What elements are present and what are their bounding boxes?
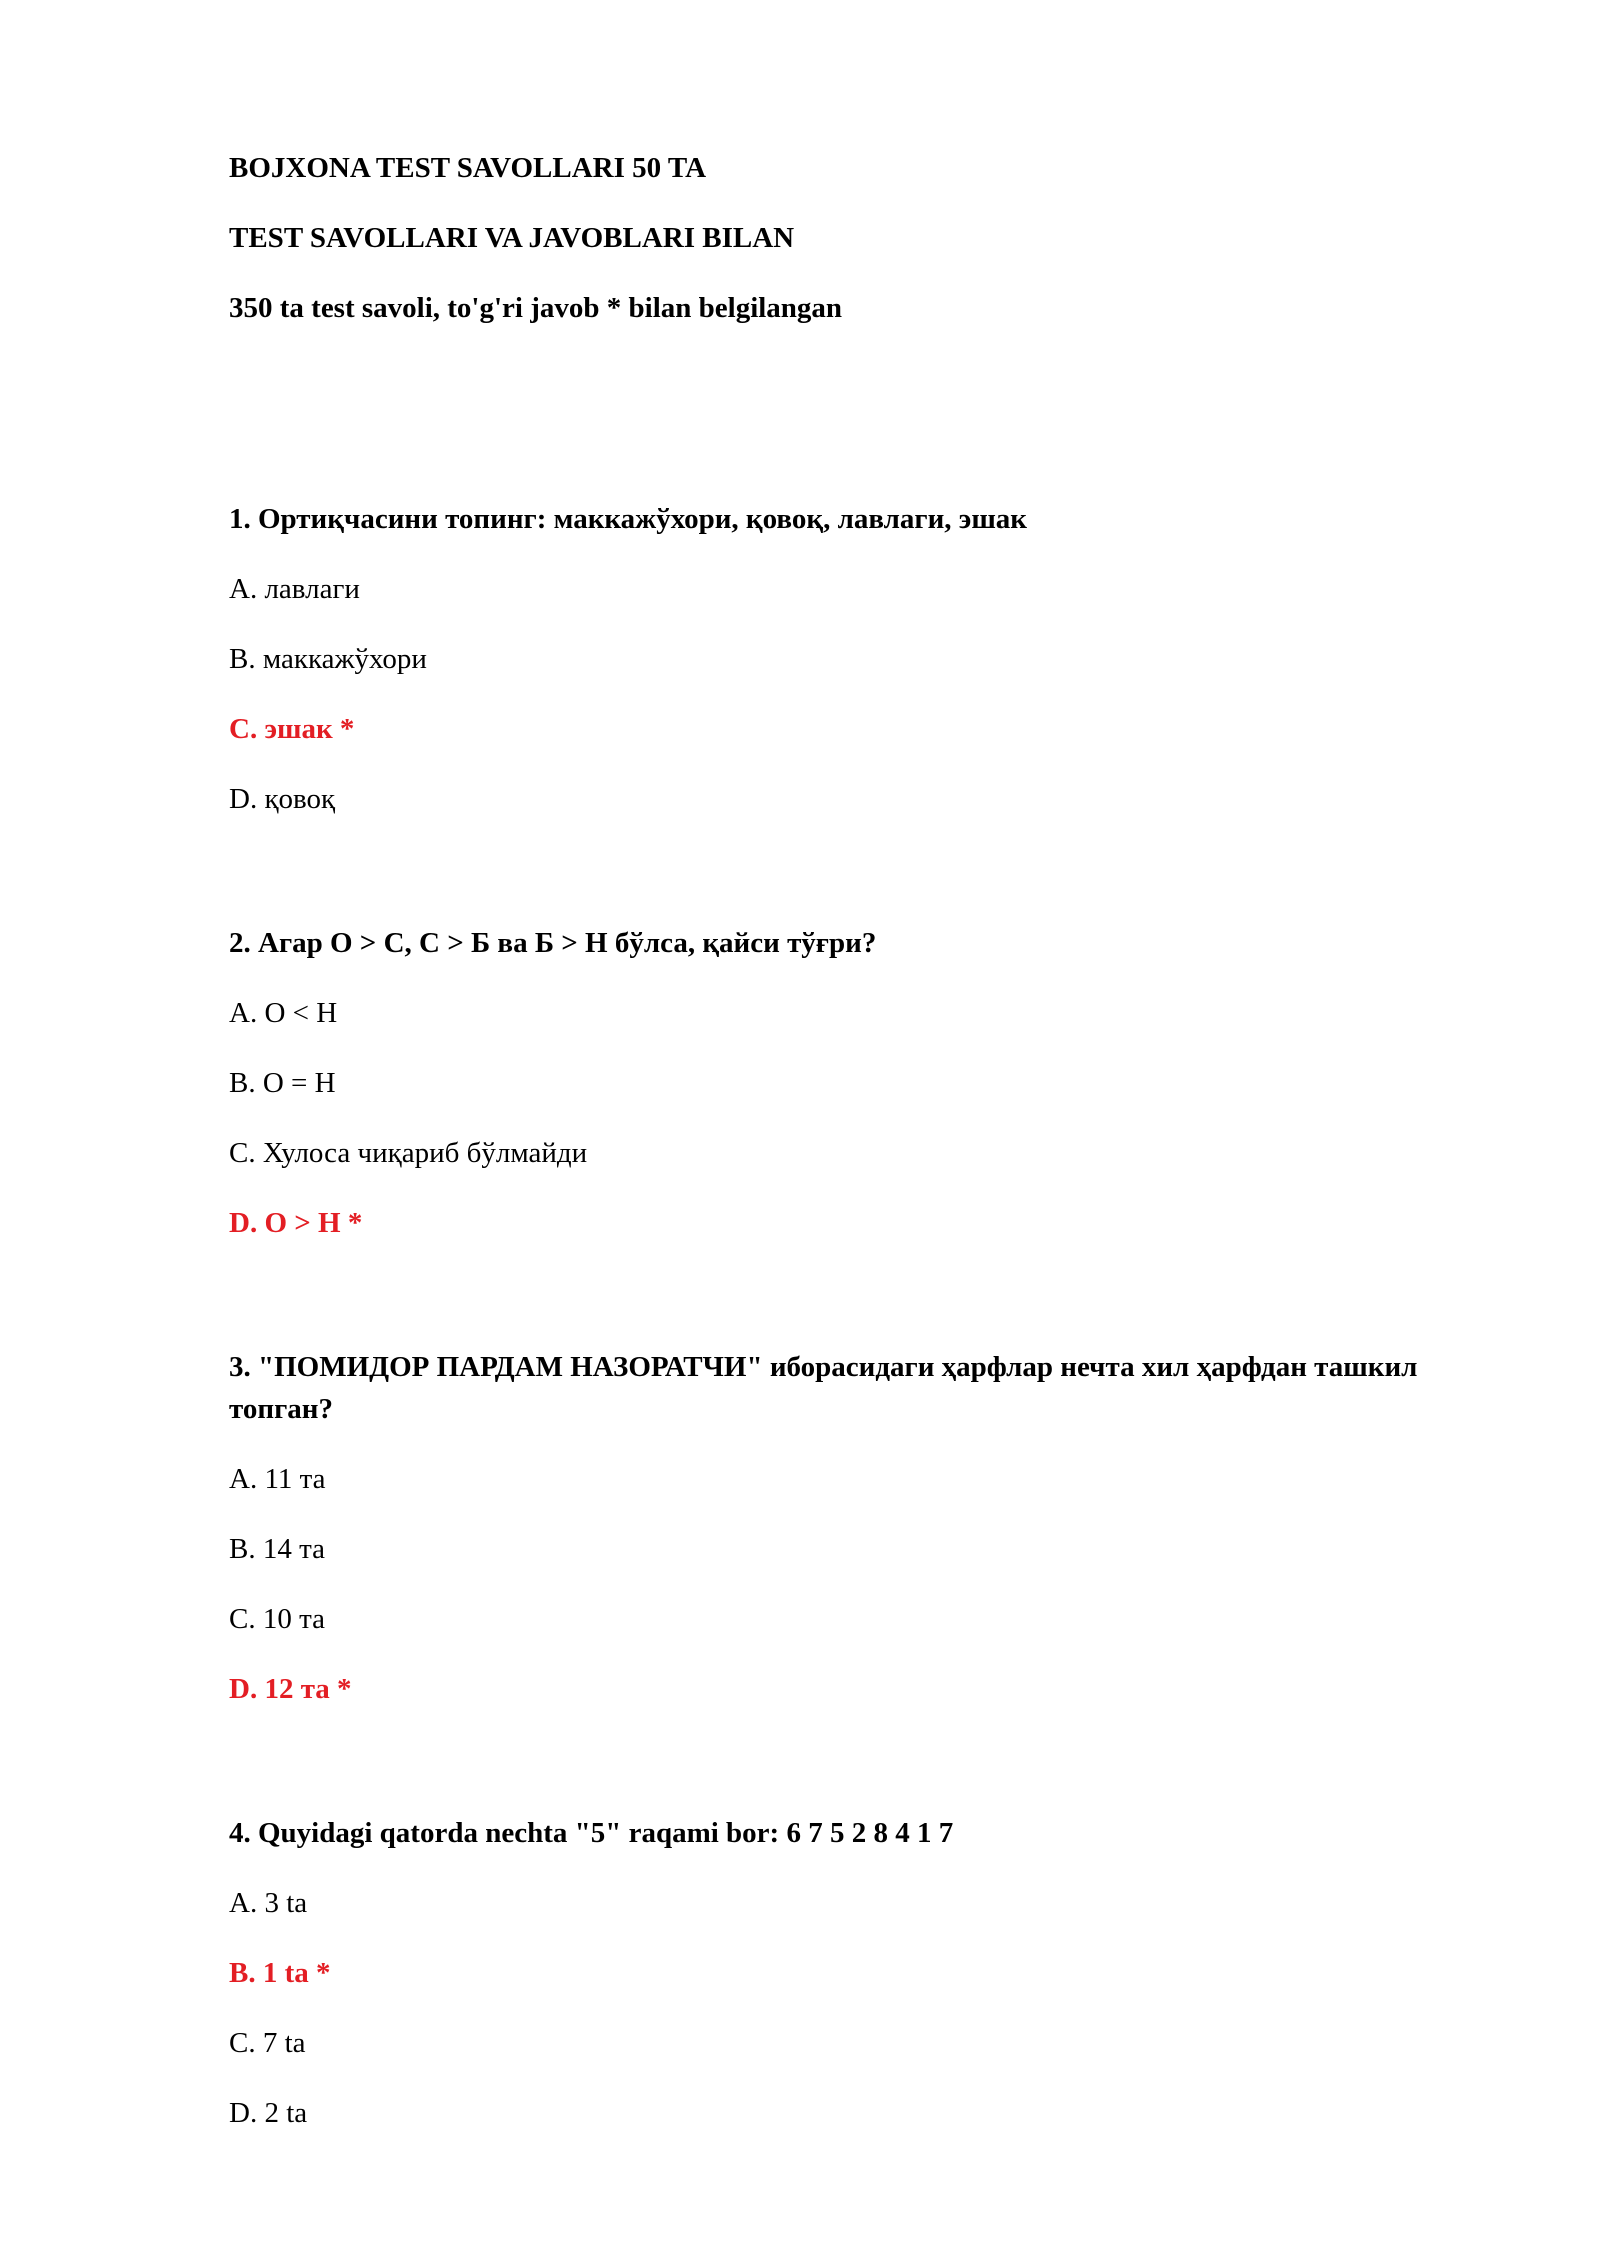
document-page [229, 150, 1479, 2236]
option-c: C. 7 ta [229, 2027, 306, 2059]
option-b-correct: B. 1 ta * [229, 1957, 331, 1989]
option-d-correct: D. 12 та * [229, 1673, 352, 1705]
option-a: A. лавлаги [229, 573, 360, 605]
option-d: D. 2 ta [229, 2097, 308, 2129]
option-c-correct: C. эшак * [229, 713, 355, 745]
document-note: 350 ta test savoli, to'g'ri javob * bilan belgilangan [229, 292, 843, 324]
option-b: B. О = Н [229, 1067, 336, 1099]
option-c: C. Хулоса чиқариб бўлмайди [229, 1137, 588, 1169]
question-text: 2. Агар О > С, С > Б ва Б > Н бўлса, қайси тўғри? [229, 927, 877, 959]
header-spacer [229, 360, 1479, 498]
option-b: B. маккажўхори [229, 643, 427, 675]
option-a: A. 3 ta [229, 1887, 308, 1919]
option-d-correct: D. О > Н * [229, 1207, 363, 1239]
document-title: BOJXONA TEST SAVOLLARI 50 TA [229, 152, 707, 184]
question-1 [229, 498, 1479, 820]
option-b: B. 14 та [229, 1533, 325, 1565]
question-text: 3. "ПОМИДОР ПАРДАМ НАЗОРАТЧИ" иборасидаги ҳарфлар нечта хил ҳарфдан ташкил топган? [229, 1351, 1418, 1425]
question-text: 1. Ортиқчасини топинг: маккажўхори, қовоқ, лавлаги, эшак [229, 503, 1028, 535]
question-text: 4. Quyidagi qatorda nechta "5" raqami bor: 6 7 5 2 8 4 1 7 [229, 1817, 954, 1849]
question-3 [229, 1346, 1479, 1710]
option-c: C. 10 та [229, 1603, 325, 1635]
option-d: D. қовоқ [229, 783, 336, 815]
question-2 [229, 922, 1479, 1244]
question-4 [229, 1812, 1479, 2134]
option-a: A. О < Н [229, 997, 338, 1029]
option-a: A. 11 та [229, 1463, 326, 1495]
document-subtitle: TEST SAVOLLARI VA JAVOBLARI BILAN [229, 222, 795, 254]
